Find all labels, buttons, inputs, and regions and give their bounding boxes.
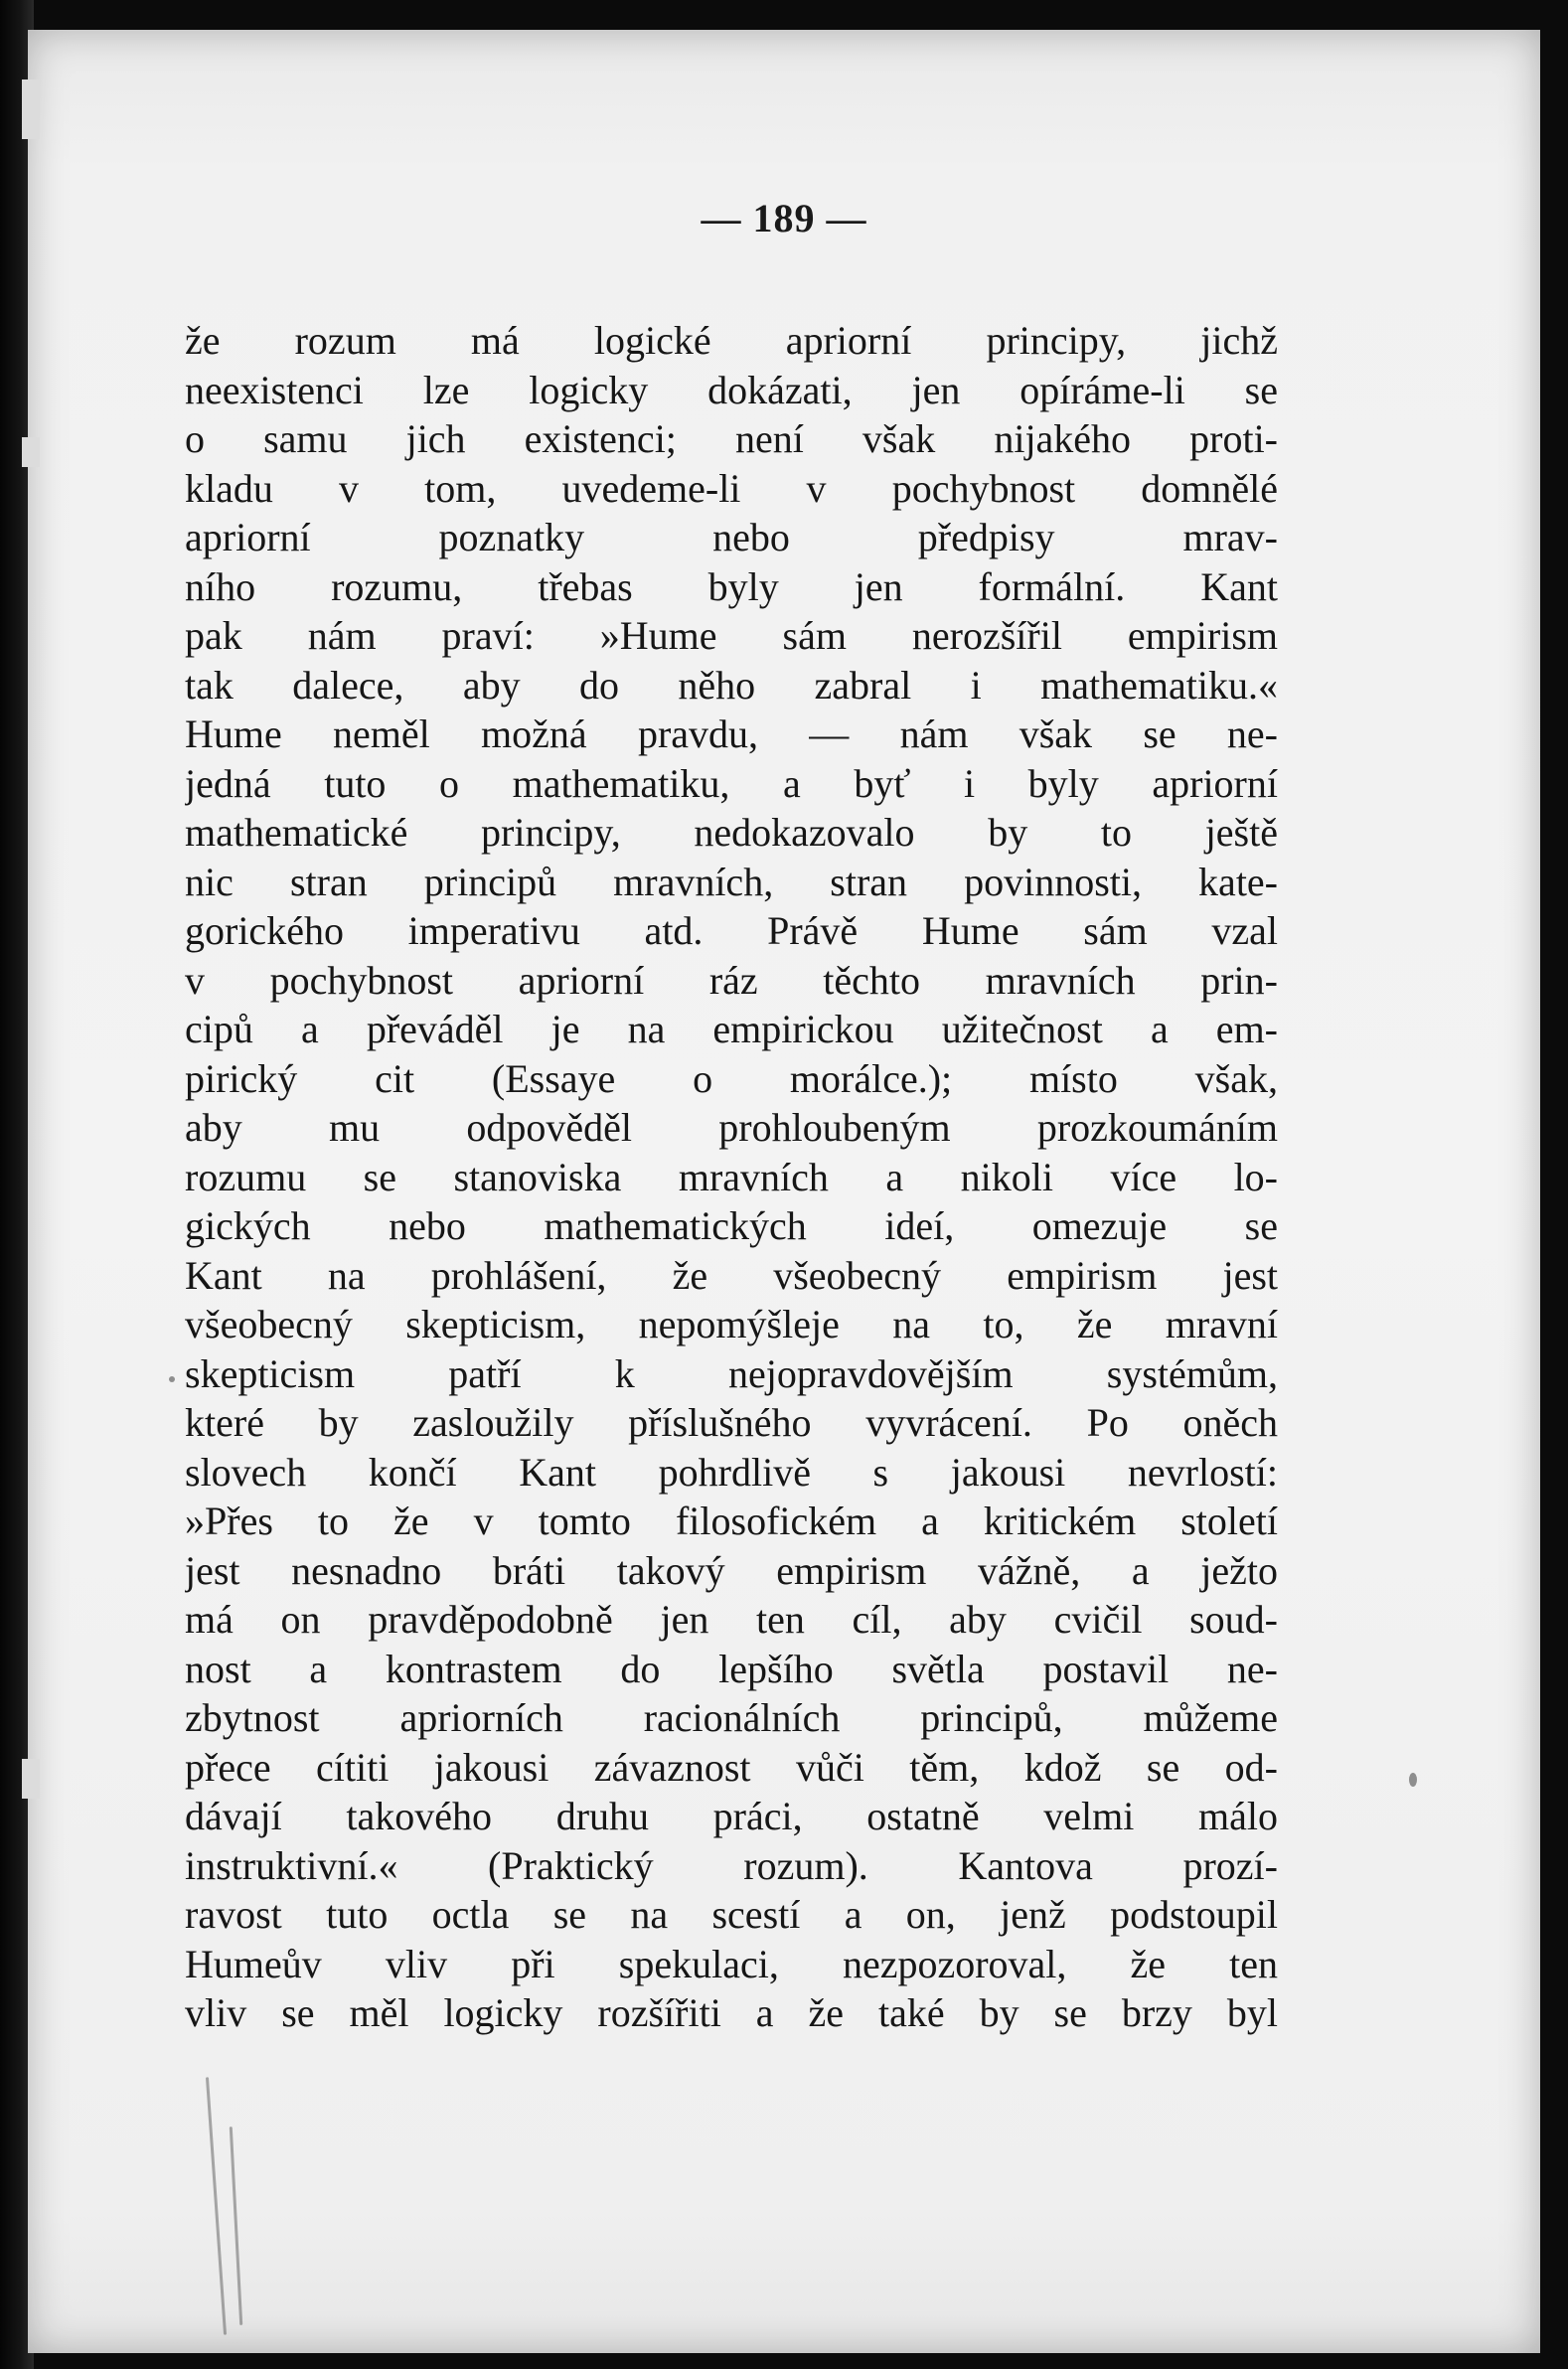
text-line: Humeův vliv při spekulaci, nezpozoroval, že ten: [185, 1941, 1278, 1986]
text-line: slovech končí Kant pohrdlivě s jakousi nevrlostí:: [185, 1449, 1278, 1495]
text-line: skepticism patří k nejopravdovějším systémům,: [185, 1350, 1278, 1396]
text-line: Hume neměl možná pravdu, — nám však se ne-: [185, 711, 1278, 756]
ink-smudge: [169, 1376, 175, 1382]
text-line: které by zasloužily příslušného vyvrácení. Po oněch: [185, 1400, 1278, 1445]
text-line: tak dalece, aby do něho zabral i mathematiku.«: [185, 662, 1278, 708]
text-line: jedná tuto o mathematiku, a byť i byly apriorní: [185, 760, 1278, 806]
text-line: cipů a převáděl je na empirickou užitečnost a em-: [185, 1007, 1278, 1051]
ink-smudge: [1409, 1773, 1417, 1787]
text-line: kladu v tom, uvedeme-li v pochybnost domnělé: [185, 465, 1278, 511]
text-line: gických nebo mathematických ideí, omezuje se: [185, 1203, 1278, 1248]
text-line: má on pravděpodobně jen ten cíl, aby cvičil soud-: [185, 1597, 1278, 1642]
text-line: všeobecný skepticism, nepomýšleje na to, že mravní: [185, 1302, 1278, 1346]
text-line: dávají takového druhu práci, ostatně velmi málo: [185, 1794, 1278, 1838]
text-line: o samu jich existenci; není však nijakého proti-: [185, 416, 1278, 461]
text-line: pak nám praví: »Hume sám nerozšířil empirism: [185, 613, 1278, 658]
text-line: gorického imperativu atd. Právě Hume sám vzal: [185, 908, 1278, 953]
text-line: mathematické principy, nedokazovalo by to ještě: [185, 810, 1278, 855]
text-line: v pochybnost apriorní ráz těchto mravních prin-: [185, 957, 1278, 1003]
text-line: vliv se měl logicky rozšířiti a že také by se brzy byl: [185, 1990, 1278, 2035]
text-line: instruktivní.« (Praktický rozum). Kantova prozí-: [185, 1842, 1278, 1888]
binding-notch: [22, 437, 40, 467]
page-number: — 189 —: [701, 196, 867, 240]
text-line: ravost tuto octla se na scestí a on, jenž podstoupil: [185, 1892, 1278, 1937]
text-line: přece cítiti jakousi závaznost vůči těm, kdož se od-: [185, 1744, 1278, 1790]
text-line: neexistenci lze logicky dokázati, jen opíráme-li se: [185, 367, 1278, 412]
text-line: Kant na prohlášení, že všeobecný empirism jest: [185, 1252, 1278, 1298]
text-line: ního rozumu, třebas byly jen formální. Kant: [185, 563, 1278, 609]
text-line: že rozum má logické apriorní principy, jichž: [185, 318, 1278, 363]
text-line: »Přes to že v tomto filosofickém a kritickém století: [185, 1499, 1278, 1543]
text-line: zbytnost apriorních racionálních principů, můžeme: [185, 1695, 1278, 1740]
text-line: jest nesnadno bráti takový empirism vážně, a ježto: [185, 1547, 1278, 1593]
text-line: nic stran principů mravních, stran povinnosti, kate-: [185, 859, 1278, 904]
text-line: rozumu se stanoviska mravních a nikoli více lo-: [185, 1154, 1278, 1199]
text-line: aby mu odpověděl prohloubeným prozkoumáním: [185, 1105, 1278, 1150]
text-line: pirický cit (Essaye o morálce.); místo však,: [185, 1055, 1278, 1101]
binding-notch: [22, 1759, 40, 1799]
body-text: [185, 316, 1278, 2038]
text-line: apriorní poznatky nebo předpisy mrav-: [185, 515, 1278, 559]
binding-notch: [22, 79, 40, 139]
text-line: nost a kontrastem do lepšího světla postavil ne-: [185, 1646, 1278, 1691]
